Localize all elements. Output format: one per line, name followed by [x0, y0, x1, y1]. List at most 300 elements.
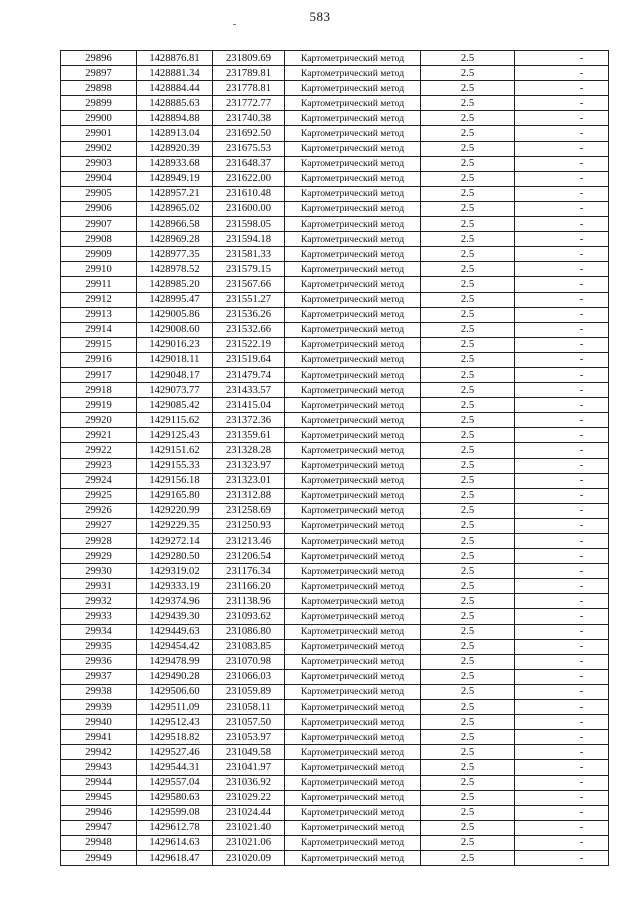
- y-coordinate-cell: 231372.36: [213, 413, 285, 428]
- note-cell: -: [515, 81, 609, 96]
- table-row: [61, 186, 609, 201]
- accuracy-cell: 2.5: [421, 66, 515, 81]
- note-cell: -: [515, 383, 609, 398]
- y-coordinate-cell: 231176.34: [213, 564, 285, 579]
- x-coordinate-cell: 1429506.60: [137, 684, 213, 699]
- note-cell: -: [515, 398, 609, 413]
- point-number-cell: 29940: [61, 715, 137, 730]
- table-row: [61, 307, 609, 322]
- table-row: [61, 81, 609, 96]
- note-cell: -: [515, 518, 609, 533]
- x-coordinate-cell: 1429005.86: [137, 307, 213, 322]
- point-number-cell: 29905: [61, 186, 137, 201]
- note-cell: -: [515, 322, 609, 337]
- note-cell: -: [515, 730, 609, 745]
- table-row: [61, 654, 609, 669]
- y-coordinate-cell: 231532.66: [213, 322, 285, 337]
- x-coordinate-cell: 1429518.82: [137, 730, 213, 745]
- accuracy-cell: 2.5: [421, 488, 515, 503]
- y-coordinate-cell: 231479.74: [213, 367, 285, 382]
- table-row: [61, 534, 609, 549]
- table-row: [61, 790, 609, 805]
- x-coordinate-cell: 1428881.34: [137, 66, 213, 81]
- note-cell: -: [515, 126, 609, 141]
- y-coordinate-cell: 231622.00: [213, 171, 285, 186]
- x-coordinate-cell: 1428985.20: [137, 277, 213, 292]
- note-cell: -: [515, 549, 609, 564]
- note-cell: -: [515, 352, 609, 367]
- x-coordinate-cell: 1429018.11: [137, 352, 213, 367]
- x-coordinate-cell: 1429478.99: [137, 654, 213, 669]
- method-cell: Картометрический метод: [285, 337, 421, 352]
- accuracy-cell: 2.5: [421, 624, 515, 639]
- method-cell: Картометрический метод: [285, 745, 421, 760]
- y-coordinate-cell: 231070.98: [213, 654, 285, 669]
- y-coordinate-cell: 231809.69: [213, 51, 285, 66]
- table-row: [61, 760, 609, 775]
- accuracy-cell: 2.5: [421, 518, 515, 533]
- y-coordinate-cell: 231086.80: [213, 624, 285, 639]
- point-number-cell: 29897: [61, 66, 137, 81]
- table-row: [61, 337, 609, 352]
- y-coordinate-cell: 231059.89: [213, 684, 285, 699]
- method-cell: Картометрический метод: [285, 503, 421, 518]
- note-cell: -: [515, 473, 609, 488]
- x-coordinate-cell: 1428920.39: [137, 141, 213, 156]
- x-coordinate-cell: 1429618.47: [137, 850, 213, 865]
- note-cell: -: [515, 337, 609, 352]
- method-cell: Картометрический метод: [285, 383, 421, 398]
- table-row: [61, 171, 609, 186]
- table-row: [61, 624, 609, 639]
- note-cell: -: [515, 96, 609, 111]
- x-coordinate-cell: 1429229.35: [137, 518, 213, 533]
- method-cell: Картометрический метод: [285, 171, 421, 186]
- note-cell: -: [515, 745, 609, 760]
- x-coordinate-cell: 1428894.88: [137, 111, 213, 126]
- table-row: [61, 669, 609, 684]
- y-coordinate-cell: 231692.50: [213, 126, 285, 141]
- accuracy-cell: 2.5: [421, 398, 515, 413]
- method-cell: Картометрический метод: [285, 322, 421, 337]
- point-number-cell: 29904: [61, 171, 137, 186]
- table-row: [61, 820, 609, 835]
- point-number-cell: 29921: [61, 428, 137, 443]
- note-cell: -: [515, 594, 609, 609]
- x-coordinate-cell: 1429512.43: [137, 715, 213, 730]
- accuracy-cell: 2.5: [421, 126, 515, 141]
- method-cell: Картометрический метод: [285, 805, 421, 820]
- y-coordinate-cell: 231581.33: [213, 247, 285, 262]
- note-cell: -: [515, 624, 609, 639]
- accuracy-cell: 2.5: [421, 111, 515, 126]
- accuracy-cell: 2.5: [421, 775, 515, 790]
- coordinates-table-container: [60, 50, 608, 866]
- method-cell: Картометрический метод: [285, 473, 421, 488]
- y-coordinate-cell: 231057.50: [213, 715, 285, 730]
- method-cell: Картометрический метод: [285, 775, 421, 790]
- note-cell: -: [515, 684, 609, 699]
- y-coordinate-cell: 231058.11: [213, 700, 285, 715]
- note-cell: -: [515, 292, 609, 307]
- method-cell: Картометрический метод: [285, 518, 421, 533]
- accuracy-cell: 2.5: [421, 715, 515, 730]
- point-number-cell: 29923: [61, 458, 137, 473]
- point-number-cell: 29898: [61, 81, 137, 96]
- note-cell: -: [515, 775, 609, 790]
- accuracy-cell: 2.5: [421, 760, 515, 775]
- table-row: [61, 730, 609, 745]
- note-cell: -: [515, 790, 609, 805]
- y-coordinate-cell: 231567.66: [213, 277, 285, 292]
- table-row: [61, 745, 609, 760]
- note-cell: -: [515, 850, 609, 865]
- accuracy-cell: 2.5: [421, 186, 515, 201]
- method-cell: Картометрический метод: [285, 398, 421, 413]
- method-cell: Картометрический метод: [285, 292, 421, 307]
- point-number-cell: 29918: [61, 383, 137, 398]
- note-cell: -: [515, 609, 609, 624]
- x-coordinate-cell: 1429544.31: [137, 760, 213, 775]
- page-number: 583: [309, 9, 331, 24]
- note-cell: -: [515, 171, 609, 186]
- x-coordinate-cell: 1429165.80: [137, 488, 213, 503]
- point-number-cell: 29948: [61, 835, 137, 850]
- note-cell: -: [515, 51, 609, 66]
- y-coordinate-cell: 231093.62: [213, 609, 285, 624]
- x-coordinate-cell: 1428977.35: [137, 247, 213, 262]
- method-cell: Картометрический метод: [285, 277, 421, 292]
- y-coordinate-cell: 231053.97: [213, 730, 285, 745]
- point-number-cell: 29942: [61, 745, 137, 760]
- method-cell: Картометрический метод: [285, 700, 421, 715]
- accuracy-cell: 2.5: [421, 579, 515, 594]
- table-row: [61, 292, 609, 307]
- accuracy-cell: 2.5: [421, 292, 515, 307]
- accuracy-cell: 2.5: [421, 549, 515, 564]
- table-row: [61, 684, 609, 699]
- y-coordinate-cell: 231036.92: [213, 775, 285, 790]
- method-cell: Картометрический метод: [285, 715, 421, 730]
- note-cell: -: [515, 669, 609, 684]
- point-number-cell: 29931: [61, 579, 137, 594]
- table-row: [61, 850, 609, 865]
- accuracy-cell: 2.5: [421, 337, 515, 352]
- accuracy-cell: 2.5: [421, 277, 515, 292]
- point-number-cell: 29941: [61, 730, 137, 745]
- y-coordinate-cell: 231213.46: [213, 534, 285, 549]
- table-row: [61, 126, 609, 141]
- y-coordinate-cell: 231049.58: [213, 745, 285, 760]
- point-number-cell: 29934: [61, 624, 137, 639]
- method-cell: Картометрический метод: [285, 730, 421, 745]
- point-number-cell: 29899: [61, 96, 137, 111]
- accuracy-cell: 2.5: [421, 730, 515, 745]
- method-cell: Картометрический метод: [285, 352, 421, 367]
- y-coordinate-cell: 231029.22: [213, 790, 285, 805]
- note-cell: -: [515, 428, 609, 443]
- point-number-cell: 29914: [61, 322, 137, 337]
- x-coordinate-cell: 1429272.14: [137, 534, 213, 549]
- accuracy-cell: 2.5: [421, 805, 515, 820]
- point-number-cell: 29929: [61, 549, 137, 564]
- y-coordinate-cell: 231041.97: [213, 760, 285, 775]
- point-number-cell: 29947: [61, 820, 137, 835]
- point-number-cell: 29896: [61, 51, 137, 66]
- note-cell: -: [515, 413, 609, 428]
- table-row: [61, 458, 609, 473]
- table-row: [61, 579, 609, 594]
- table-row: [61, 352, 609, 367]
- x-coordinate-cell: 1429085.42: [137, 398, 213, 413]
- table-row: [61, 488, 609, 503]
- point-number-cell: 29933: [61, 609, 137, 624]
- y-coordinate-cell: 231778.81: [213, 81, 285, 96]
- x-coordinate-cell: 1428978.52: [137, 262, 213, 277]
- method-cell: Картометрический метод: [285, 624, 421, 639]
- method-cell: Картометрический метод: [285, 835, 421, 850]
- x-coordinate-cell: 1428884.44: [137, 81, 213, 96]
- accuracy-cell: 2.5: [421, 503, 515, 518]
- note-cell: -: [515, 760, 609, 775]
- accuracy-cell: 2.5: [421, 669, 515, 684]
- accuracy-cell: 2.5: [421, 790, 515, 805]
- method-cell: Картометрический метод: [285, 81, 421, 96]
- table-row: [61, 428, 609, 443]
- y-coordinate-cell: 231579.15: [213, 262, 285, 277]
- point-number-cell: 29920: [61, 413, 137, 428]
- coordinates-table-body: [61, 51, 609, 866]
- method-cell: Картометрический метод: [285, 488, 421, 503]
- note-cell: -: [515, 141, 609, 156]
- point-number-cell: 29922: [61, 443, 137, 458]
- table-row: [61, 503, 609, 518]
- method-cell: Картометрический метод: [285, 96, 421, 111]
- method-cell: Картометрический метод: [285, 684, 421, 699]
- table-row: [61, 322, 609, 337]
- point-number-cell: 29927: [61, 518, 137, 533]
- method-cell: Картометрический метод: [285, 262, 421, 277]
- y-coordinate-cell: 231772.77: [213, 96, 285, 111]
- point-number-cell: 29915: [61, 337, 137, 352]
- accuracy-cell: 2.5: [421, 609, 515, 624]
- note-cell: -: [515, 307, 609, 322]
- method-cell: Картометрический метод: [285, 247, 421, 262]
- table-row: [61, 51, 609, 66]
- table-row: [61, 715, 609, 730]
- y-coordinate-cell: 231789.81: [213, 66, 285, 81]
- table-row: [61, 443, 609, 458]
- table-row: [61, 247, 609, 262]
- table-row: [61, 232, 609, 247]
- accuracy-cell: 2.5: [421, 684, 515, 699]
- x-coordinate-cell: 1429612.78: [137, 820, 213, 835]
- x-coordinate-cell: 1429374.96: [137, 594, 213, 609]
- x-coordinate-cell: 1429580.63: [137, 790, 213, 805]
- x-coordinate-cell: 1428969.28: [137, 232, 213, 247]
- accuracy-cell: 2.5: [421, 141, 515, 156]
- point-number-cell: 29913: [61, 307, 137, 322]
- method-cell: Картометрический метод: [285, 126, 421, 141]
- point-number-cell: 29910: [61, 262, 137, 277]
- note-cell: -: [515, 639, 609, 654]
- note-cell: -: [515, 443, 609, 458]
- accuracy-cell: 2.5: [421, 352, 515, 367]
- x-coordinate-cell: 1429333.19: [137, 579, 213, 594]
- y-coordinate-cell: 231598.05: [213, 217, 285, 232]
- x-coordinate-cell: 1429048.17: [137, 367, 213, 382]
- accuracy-cell: 2.5: [421, 594, 515, 609]
- method-cell: Картометрический метод: [285, 443, 421, 458]
- method-cell: Картометрический метод: [285, 534, 421, 549]
- accuracy-cell: 2.5: [421, 428, 515, 443]
- accuracy-cell: 2.5: [421, 413, 515, 428]
- table-row: [61, 518, 609, 533]
- accuracy-cell: 2.5: [421, 473, 515, 488]
- note-cell: -: [515, 262, 609, 277]
- point-number-cell: 29907: [61, 217, 137, 232]
- x-coordinate-cell: 1429439.30: [137, 609, 213, 624]
- x-coordinate-cell: 1428995.47: [137, 292, 213, 307]
- accuracy-cell: 2.5: [421, 81, 515, 96]
- table-row: [61, 594, 609, 609]
- method-cell: Картометрический метод: [285, 232, 421, 247]
- y-coordinate-cell: 231323.97: [213, 458, 285, 473]
- x-coordinate-cell: 1429008.60: [137, 322, 213, 337]
- point-number-cell: 29943: [61, 760, 137, 775]
- y-coordinate-cell: 231021.06: [213, 835, 285, 850]
- accuracy-cell: 2.5: [421, 156, 515, 171]
- x-coordinate-cell: 1429125.43: [137, 428, 213, 443]
- note-cell: -: [515, 186, 609, 201]
- note-cell: -: [515, 247, 609, 262]
- x-coordinate-cell: 1429156.18: [137, 473, 213, 488]
- point-number-cell: 29901: [61, 126, 137, 141]
- accuracy-cell: 2.5: [421, 201, 515, 216]
- table-row: [61, 609, 609, 624]
- note-cell: -: [515, 579, 609, 594]
- point-number-cell: 29919: [61, 398, 137, 413]
- point-number-cell: 29932: [61, 594, 137, 609]
- y-coordinate-cell: 231328.28: [213, 443, 285, 458]
- table-row: [61, 277, 609, 292]
- note-cell: -: [515, 66, 609, 81]
- method-cell: Картометрический метод: [285, 201, 421, 216]
- point-number-cell: 29908: [61, 232, 137, 247]
- method-cell: Картометрический метод: [285, 111, 421, 126]
- x-coordinate-cell: 1428913.04: [137, 126, 213, 141]
- x-coordinate-cell: 1429490.28: [137, 669, 213, 684]
- accuracy-cell: 2.5: [421, 51, 515, 66]
- note-cell: -: [515, 564, 609, 579]
- x-coordinate-cell: 1429151.62: [137, 443, 213, 458]
- method-cell: Картометрический метод: [285, 307, 421, 322]
- point-number-cell: 29944: [61, 775, 137, 790]
- y-coordinate-cell: 231740.38: [213, 111, 285, 126]
- table-row: [61, 111, 609, 126]
- x-coordinate-cell: 1428876.81: [137, 51, 213, 66]
- accuracy-cell: 2.5: [421, 835, 515, 850]
- point-number-cell: 29909: [61, 247, 137, 262]
- point-number-cell: 29936: [61, 654, 137, 669]
- table-row: [61, 805, 609, 820]
- accuracy-cell: 2.5: [421, 639, 515, 654]
- note-cell: -: [515, 503, 609, 518]
- y-coordinate-cell: 231551.27: [213, 292, 285, 307]
- table-row: [61, 413, 609, 428]
- method-cell: Картометрический метод: [285, 669, 421, 684]
- note-cell: -: [515, 367, 609, 382]
- table-row: [61, 156, 609, 171]
- point-number-cell: 29926: [61, 503, 137, 518]
- x-coordinate-cell: 1429511.09: [137, 700, 213, 715]
- y-coordinate-cell: 231600.00: [213, 201, 285, 216]
- method-cell: Картометрический метод: [285, 639, 421, 654]
- x-coordinate-cell: 1429016.23: [137, 337, 213, 352]
- y-coordinate-cell: 231083.85: [213, 639, 285, 654]
- accuracy-cell: 2.5: [421, 171, 515, 186]
- note-cell: -: [515, 201, 609, 216]
- table-row: [61, 367, 609, 382]
- point-number-cell: 29939: [61, 700, 137, 715]
- method-cell: Картометрический метод: [285, 186, 421, 201]
- x-coordinate-cell: 1428885.63: [137, 96, 213, 111]
- x-coordinate-cell: 1428965.02: [137, 201, 213, 216]
- y-coordinate-cell: 231675.53: [213, 141, 285, 156]
- table-row: [61, 835, 609, 850]
- accuracy-cell: 2.5: [421, 96, 515, 111]
- point-number-cell: 29911: [61, 277, 137, 292]
- x-coordinate-cell: 1429599.08: [137, 805, 213, 820]
- y-coordinate-cell: 231258.69: [213, 503, 285, 518]
- note-cell: -: [515, 156, 609, 171]
- method-cell: Картометрический метод: [285, 413, 421, 428]
- method-cell: Картометрический метод: [285, 609, 421, 624]
- method-cell: Картометрический метод: [285, 760, 421, 775]
- point-number-cell: 29902: [61, 141, 137, 156]
- x-coordinate-cell: 1429073.77: [137, 383, 213, 398]
- x-coordinate-cell: 1428933.68: [137, 156, 213, 171]
- y-coordinate-cell: 231648.37: [213, 156, 285, 171]
- accuracy-cell: 2.5: [421, 443, 515, 458]
- y-coordinate-cell: 231166.20: [213, 579, 285, 594]
- x-coordinate-cell: 1429115.62: [137, 413, 213, 428]
- accuracy-cell: 2.5: [421, 745, 515, 760]
- note-cell: -: [515, 217, 609, 232]
- method-cell: Картометрический метод: [285, 579, 421, 594]
- table-row: [61, 262, 609, 277]
- note-cell: -: [515, 232, 609, 247]
- accuracy-cell: 2.5: [421, 820, 515, 835]
- y-coordinate-cell: 231415.04: [213, 398, 285, 413]
- y-coordinate-cell: 231433.57: [213, 383, 285, 398]
- table-row: [61, 564, 609, 579]
- note-cell: -: [515, 715, 609, 730]
- y-coordinate-cell: 231021.40: [213, 820, 285, 835]
- accuracy-cell: 2.5: [421, 217, 515, 232]
- note-cell: -: [515, 835, 609, 850]
- y-coordinate-cell: 231024.44: [213, 805, 285, 820]
- point-number-cell: 29906: [61, 201, 137, 216]
- accuracy-cell: 2.5: [421, 654, 515, 669]
- method-cell: Картометрический метод: [285, 66, 421, 81]
- table-row: [61, 700, 609, 715]
- note-cell: -: [515, 488, 609, 503]
- x-coordinate-cell: 1428949.19: [137, 171, 213, 186]
- accuracy-cell: 2.5: [421, 458, 515, 473]
- point-number-cell: 29912: [61, 292, 137, 307]
- accuracy-cell: 2.5: [421, 383, 515, 398]
